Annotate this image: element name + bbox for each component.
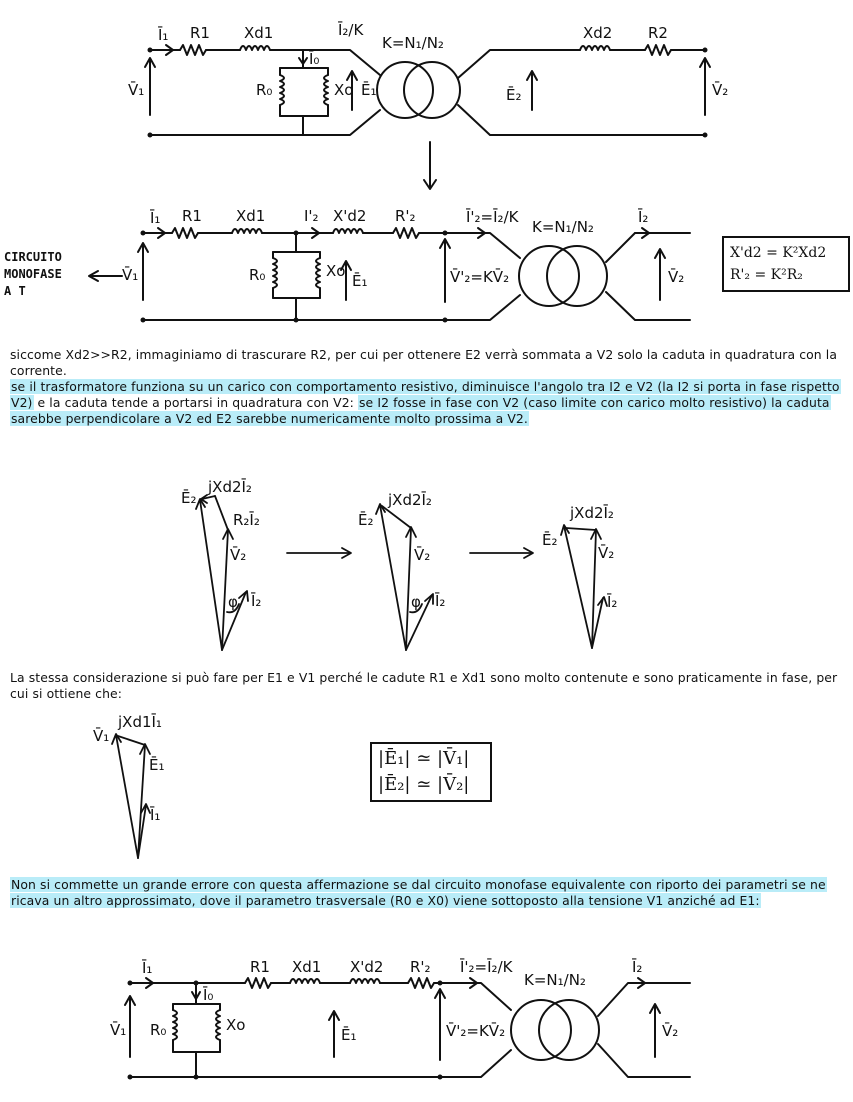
- label-v1: V̄₁: [93, 727, 110, 745]
- label-i0: Ī₀: [309, 50, 320, 68]
- label-xd1: Xd1: [236, 207, 266, 225]
- parameter-formula-box: [722, 236, 850, 292]
- label-turns-ratio: K=N₁/N₂: [532, 218, 594, 236]
- label-v2-a: V̄₂: [230, 546, 247, 564]
- label-v2-b: V̄₂: [414, 546, 431, 564]
- label-r0: R₀: [256, 81, 273, 99]
- label-v2-prime: V̄'₂=KV̄₂: [450, 268, 510, 286]
- circuit-side-label: CIRCUITO MONOFASE A T: [4, 250, 62, 298]
- label-r0: R₀: [150, 1021, 167, 1039]
- label-e2: Ē₂: [506, 86, 522, 104]
- label-r2-prime: R'₂: [410, 958, 431, 976]
- label-jxd2i2-a: jXd2Ī₂: [208, 478, 252, 496]
- label-v2-c: V̄₂: [598, 544, 615, 562]
- label-r2: R2: [648, 24, 668, 42]
- label-jxd2i2-c: jXd2Ī₂: [570, 504, 614, 522]
- label-i1: Ī₁: [150, 209, 161, 227]
- label-i2: Ī₂: [632, 958, 643, 976]
- label-e1: Ē₁: [149, 756, 165, 774]
- label-phi-a: φ: [228, 593, 238, 611]
- label-xd1: Xd1: [244, 24, 274, 42]
- label-i1: Ī₁: [150, 806, 161, 824]
- label-v1: V̄₁: [122, 266, 139, 284]
- label-v2: V̄₂: [668, 268, 685, 286]
- label-e1: Ē₁: [361, 81, 377, 99]
- label-phi-b: φ: [411, 593, 421, 611]
- label-jxd2i2-b: jXd2Ī₂: [388, 491, 432, 509]
- paragraph-2: La stessa considerazione si può fare per E1 e V1 perché le cadute R1 e Xd1 sono molto contenute e sono praticamente in fase, per cui si ottiene che:: [10, 670, 838, 701]
- paragraph-1-plain-mid: e la caduta tende a portarsi in quadratura con V2:: [33, 395, 358, 410]
- result-e1-v1: |Ē₁| ≃ |V̄₁|: [378, 748, 470, 769]
- label-i2-b: Ī₂: [435, 592, 446, 610]
- label-v1: V̄₁: [110, 1021, 127, 1039]
- label-r1: R1: [182, 207, 202, 225]
- label-i2-a: Ī₂: [251, 592, 262, 610]
- label-e2-c: Ē₂: [542, 531, 558, 549]
- label-xd2-prime: X'd2: [333, 207, 367, 225]
- label-e2-b: Ē₂: [358, 511, 374, 529]
- label-r2i2-a: R₂Ī₂: [233, 511, 260, 529]
- label-i2-prime: I'₂: [304, 207, 319, 225]
- label-turns-ratio: K=N₁/N₂: [524, 971, 586, 989]
- label-i2-c: Ī₂: [607, 593, 618, 611]
- phasor-diagram-e1-v1: [60, 708, 210, 868]
- label-i2-over-k: Ī₂/K: [338, 21, 364, 39]
- result-formula-box: [370, 742, 492, 802]
- label-v2-prime: V̄'₂=KV̄₂: [446, 1022, 506, 1040]
- label-x0: Xo: [334, 81, 354, 99]
- paragraph-3: [10, 877, 842, 909]
- paragraph-1-highlight-b: se I2 fosse in fase con V2 (caso limite con carico molto resistivo) la caduta sarebbe perpendicolare a V2 ed E2 sarebbe numericamente molto prossima a V2.: [11, 395, 830, 426]
- label-v2: V̄₂: [662, 1022, 679, 1040]
- label-r2-prime: R'₂: [395, 207, 416, 225]
- label-r0: R₀: [249, 266, 266, 284]
- label-e1: Ē₁: [352, 272, 368, 290]
- label-r1: R1: [250, 958, 270, 976]
- label-v1: V̄₁: [128, 81, 145, 99]
- label-i1: Ī₁: [142, 959, 153, 977]
- label-i2-prime-eq: Ī'₂=Ī₂/K: [466, 208, 519, 226]
- circuit-diagram-1: [0, 0, 853, 200]
- label-x0: Xo: [226, 1016, 246, 1034]
- label-i1: Ī₁: [158, 26, 169, 44]
- label-v2: V̄₂: [712, 81, 729, 99]
- paragraph-1-highlight-a: se il trasformatore funziona su un carico con comportamento resistivo, diminuisce l'angolo tra I2 e V2 (la I2 si porta in fase rispetto V2): [11, 379, 840, 410]
- phasor-diagrams-row: [0, 470, 853, 660]
- paragraph-3-highlight: Non si commette un grande errore con questa affermazione se dal circuito monofase equivalente con riporto dei parametri se ne ricava un altro approssimato, dove il parametro trasversale (R0 e X0) viene sottoposto alla tensione V1 anziché ad E1:: [11, 877, 826, 908]
- result-e2-v2: |Ē₂| ≃ |V̄₂|: [378, 774, 470, 795]
- label-turns-ratio: K=N₁/N₂: [382, 34, 444, 52]
- label-jxd1i1: jXd1Ī₁: [118, 713, 162, 731]
- label-xd1: Xd1: [292, 958, 322, 976]
- label-xd2: Xd2: [583, 24, 613, 42]
- label-x0: Xo: [326, 262, 346, 280]
- formula-r2-prime: R'₂ = K²R₂: [730, 267, 803, 283]
- label-e2-a: Ē₂: [181, 489, 197, 507]
- label-i2: Ī₂: [638, 208, 649, 226]
- paragraph-1-plain: siccome Xd2>>R2, immaginiamo di trascurare R2, per cui per ottenere E2 verrà sommata a V2 solo la caduta in quadratura con la corrente.: [10, 347, 838, 378]
- circuit-diagram-3: [0, 940, 853, 1102]
- label-r1: R1: [190, 24, 210, 42]
- label-i0: Ī₀: [203, 986, 214, 1004]
- label-e1: Ē₁: [341, 1026, 357, 1044]
- formula-xd2-prime: X'd2 = K²Xd2: [730, 245, 827, 261]
- label-xd2-prime: X'd2: [350, 958, 384, 976]
- label-i2-prime-eq: Ī'₂=Ī₂/K: [460, 958, 513, 976]
- paragraph-1: [10, 347, 842, 427]
